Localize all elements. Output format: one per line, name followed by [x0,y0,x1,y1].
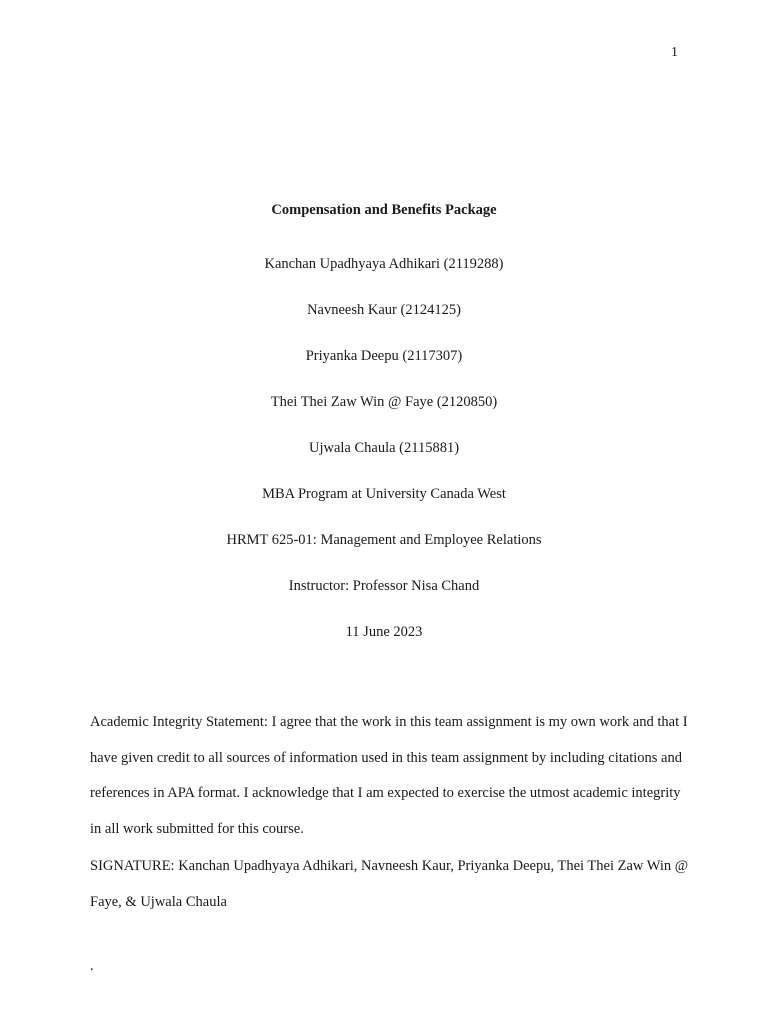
author-line: Priyanka Deepu (2117307) [305,348,463,364]
course-line: HRMT 625-01: Management and Employee Relations [226,532,542,548]
page-number: 1 [671,45,678,60]
instructor-line: Instructor: Professor Nisa Chand [288,578,480,594]
author-line: Ujwala Chaula (2115881) [308,440,460,456]
author-line: Thei Thei Zaw Win @ Faye (2120850) [270,394,498,410]
date-line: 11 June 2023 [345,624,423,640]
program-line: MBA Program at University Canada West [262,486,506,502]
signature-line: SIGNATURE: Kanchan Upadhyaya Adhikari, Navneesh Kaur, Priyanka Deepu, Thei Thei Zaw Win @ Faye, & Ujwala Chaula [90,858,689,910]
integrity-statement: Academic Integrity Statement: I agree that the work in this team assignment is my own work and that I have given credit to all sources of information used in this team assignment by including citations and references in APA format. I acknowledge that I am expected to exercise the utmost academic integrity in all work submitted for this course. [90,714,688,837]
author-line: Navneesh Kaur (2124125) [307,302,461,318]
body-text [90,705,690,920]
author-line: Kanchan Upadhyaya Adhikari (2119288) [264,256,504,272]
document-title: Compensation and Benefits Package [271,202,497,218]
trailing-mark: . [90,958,94,974]
title-block [0,201,768,669]
